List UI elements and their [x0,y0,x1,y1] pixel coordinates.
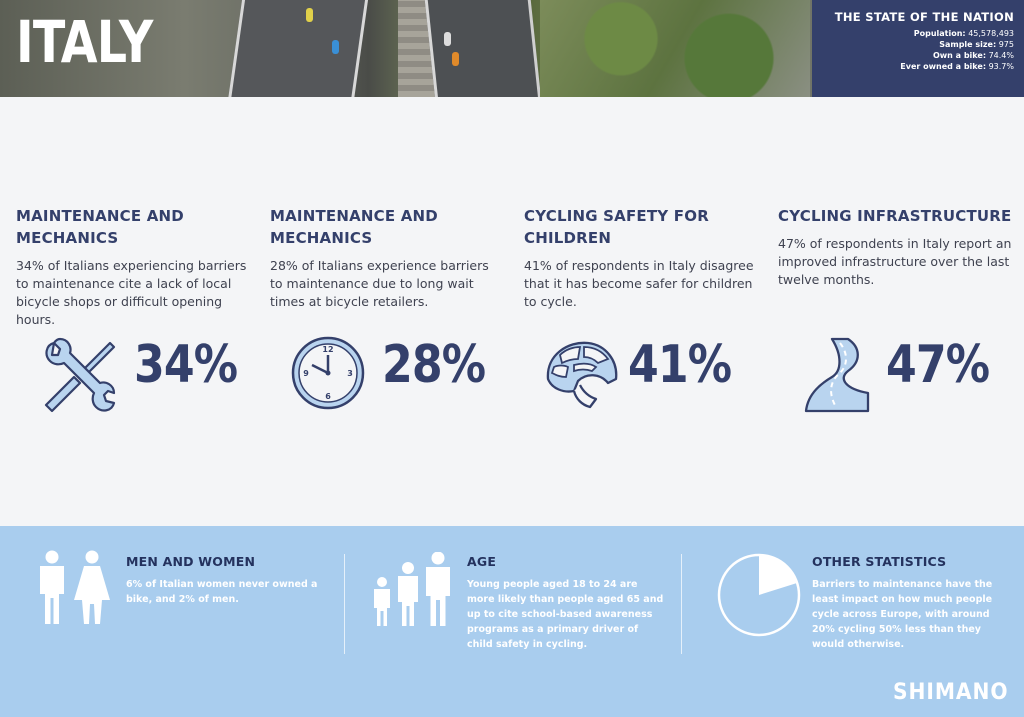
pie-chart-icon [716,552,802,638]
info-text: Young people aged 18 to 24 are more likely than people aged 65 and up to cite school-based awareness programs as a primary driver of child safety in cycling. [467,579,664,650]
hillside-photo [540,0,810,97]
bottom-info-band [0,526,1024,717]
svg-text:9: 9 [303,369,309,378]
stat-text: 41% of respondents in Italy disagree that it has become safer for children to cycle. [524,258,754,309]
stat-card [270,205,505,401]
info-title: AGE [467,554,497,569]
stat-text: 47% of respondents in Italy report an improved infrastructure over the last twelve months. [778,236,1012,287]
family-icon [370,552,458,626]
info-title: OTHER STATISTICS [812,554,947,569]
wrench-screwdriver-icon [38,335,116,413]
divider [681,554,682,654]
stat-title: MAINTENANCE AND MECHANICS [16,207,184,247]
svg-text:12: 12 [322,345,334,354]
stat-card [524,205,759,395]
stats-section [0,205,1024,425]
svg-text:6: 6 [325,392,331,401]
nation-stat: Ever owned a bike: 93.7% [900,62,1014,71]
road-icon [802,335,872,413]
country-title: ITALY [16,8,153,76]
divider [344,554,345,654]
svg-text:3: 3 [347,369,353,378]
road-photo [227,0,370,97]
stat-percentage: 47% [886,335,990,395]
info-title: MEN AND WOMEN [126,554,256,569]
stat-title: MAINTENANCE AND MECHANICS [270,207,438,247]
state-of-nation-box [812,0,1024,97]
road-photo [424,0,543,97]
stat-percentage: 34% [134,335,238,395]
cyclist-figure [444,32,451,46]
info-text: 6% of Italian women never owned a bike, and 2% of men. [126,579,318,605]
nation-stat: Own a bike: 74.4% [932,51,1014,60]
stat-card [778,205,1013,395]
info-block-men-women [126,554,321,607]
shimano-logo: SHIMANO [892,680,1008,705]
header-banner [0,0,1024,97]
cyclist-figure [306,8,313,22]
stat-card [16,205,251,395]
clock-icon [290,335,366,411]
info-block-age [467,554,667,652]
state-of-nation-title: THE STATE OF THE NATION [834,10,1014,24]
stat-text: 34% of Italians experiencing barriers to maintenance cite a lack of local bicycle shops or difficult opening hours. [16,258,247,327]
cyclist-figure [452,52,459,66]
cyclist-figure [332,40,339,54]
stat-percentage: 28% [382,335,486,395]
info-block-other-statistics [812,554,1007,652]
stat-text: 28% of Italians experience barriers to maintenance due to long wait times at bicycle retailers. [270,258,489,309]
man-woman-icon [34,550,114,626]
stat-title: CYCLING INFRASTRUCTURE [778,207,1012,225]
info-text: Barriers to maintenance have the least impact on how much people cycle across Europe, with around 20% cycling 50% less than they would otherwise. [812,579,993,650]
helmet-icon [544,335,620,411]
nation-stat: Population: 45,578,493 [913,29,1014,38]
stat-percentage: 41% [628,335,732,395]
nation-stat: Sample size: 975 [939,40,1014,49]
stat-title: CYCLING SAFETY FOR CHILDREN [524,207,709,247]
